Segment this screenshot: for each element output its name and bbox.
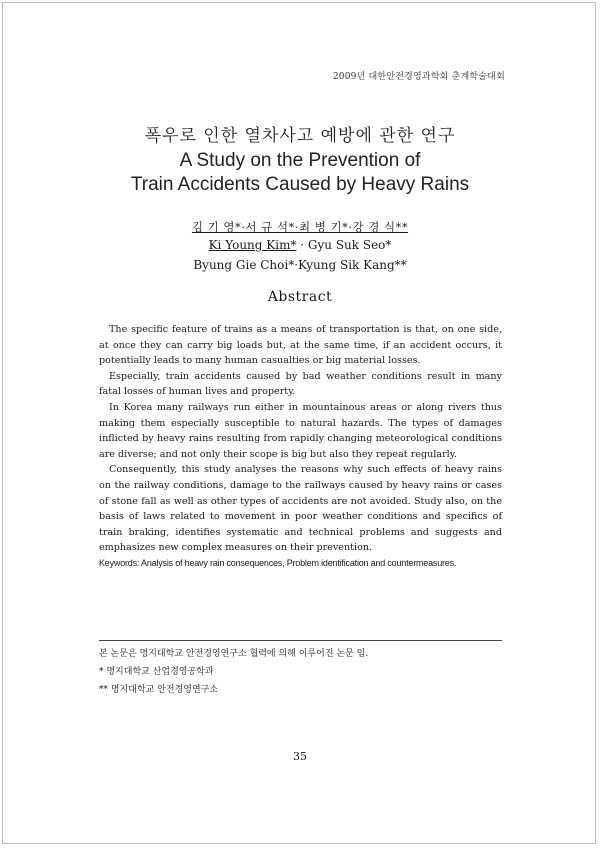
- abstract-body: [99, 322, 502, 572]
- abstract-paragraph: The specific feature of trains as a means of transportation is that, on one side, at once they can carry big loads but, at the same time, if an accident occurs, it potentially leads to many human casualties or big material losses.: [99, 324, 502, 367]
- footnote-affiliation-2: ** 명지대학교 안전경영연구소: [99, 685, 219, 695]
- authors-korean: [0, 219, 600, 235]
- footnote-divider: [99, 640, 502, 641]
- footnote-affiliation-1: * 명지대학교 산업경영공학과: [99, 667, 214, 677]
- authors-english-line-1: [0, 238, 600, 252]
- author-ki-young-kim: Ki Young Kim*: [208, 238, 297, 252]
- paper-title-english-line-2: Train Accidents Caused by Heavy Rains: [130, 174, 470, 195]
- authors-english-line-2: Byung Gie Choi*·Kyung Sik Kang**: [193, 258, 407, 272]
- abstract-paragraph: Especially, train accidents caused by bad weather conditions result in many fatal losses of human lives and property.: [99, 370, 502, 398]
- paper-title-english-line-1: A Study on the Prevention of: [179, 150, 421, 171]
- footnote-acknowledgement: 본 논문은 명지대학교 안전경영연구소 협력에 의해 이루어진 논문 임.: [99, 649, 369, 659]
- abstract-paragraph: In Korea many railways run either in mountainous areas or along rivers thus making them especially susceptible to natural hazards. The types of damages inflicted by heavy rains resulting from rapidly changing meteorological conditions are diverse; and not only their scope is big but also they repeat regularly.: [99, 401, 502, 460]
- footnotes: [99, 645, 502, 699]
- abstract-paragraph: Consequently, this study analyses the reasons why such effects of heavy rains on the railway conditions, damage to the railways caused by heavy rains or cases of stone fall as well as other types of accidents are not avoided. Study also, on the basis of laws related to movement in poor weather conditions and specifics of train braking, identifies systematic and technical problems and suggests and emphasizes new complex measures on their prevention.: [99, 464, 502, 554]
- authors-korean-text: 김 기 영*·서 규 석*·최 병 기*·강 경 식**: [191, 220, 409, 234]
- abstract-heading: Abstract: [267, 289, 333, 305]
- paper-title-korean: 폭우로 인한 열차사고 예방에 관한 연구: [144, 126, 456, 146]
- keywords: Keywords: Analysis of heavy rain consequences, Problem identification and countermeasures.: [99, 557, 457, 568]
- author-gyu-suk-seo: · Gyu Suk Seo*: [300, 238, 392, 252]
- running-head: 2009년 대한안전경영과학회 춘계학술대회: [332, 72, 505, 82]
- page-number: 35: [293, 750, 307, 763]
